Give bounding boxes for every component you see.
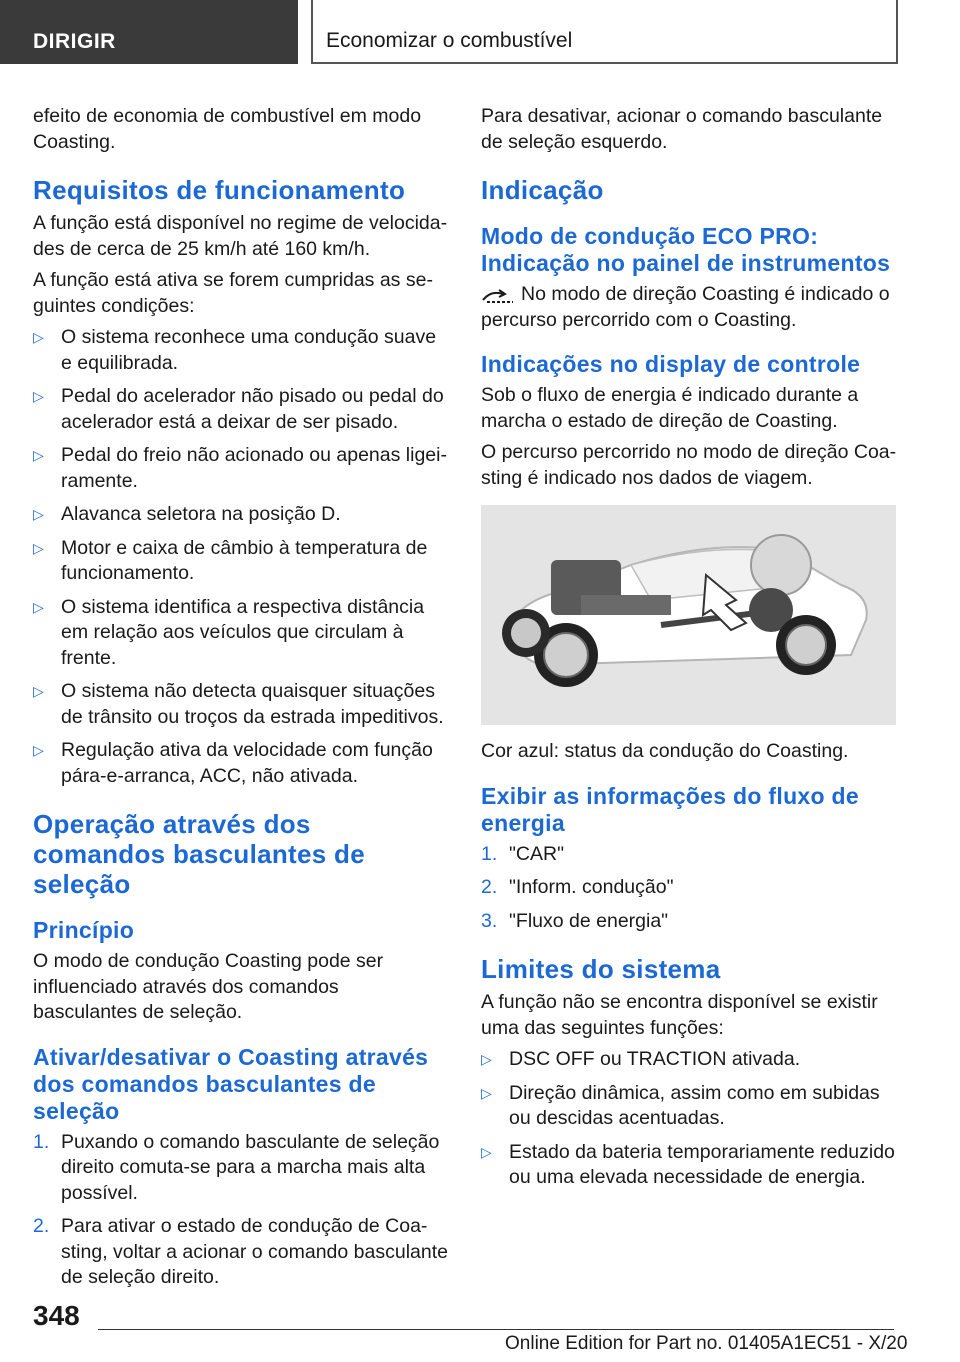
step-number: 2. (33, 1215, 50, 1237)
eco-pro-heading: Modo de condução ECO PRO: Indicação no painel de instrumentos (481, 223, 891, 276)
list-item (481, 875, 899, 901)
list-item (481, 909, 899, 935)
step-number: 3. (481, 909, 498, 932)
display-heading: Indicações no display de controle (481, 351, 861, 377)
list-item: ▷ Direção dinâmica, assim como em subidas ou descidas acentuadas. (481, 1081, 899, 1132)
requirements-paragraph-2: A função está ativa se forem cumpridas as seguintes condições: (33, 269, 433, 317)
list-item: ▷ Estado da bateria temporariamente reduzido ou uma elevada necessidade de energia. (481, 1140, 899, 1191)
coasting-icon (481, 286, 515, 304)
page-number: 348 (33, 1300, 80, 1331)
operation-heading: Operação através dos comandos basculantes de seleção (33, 809, 366, 899)
list-item: ▷ O sistema reconhece uma condução suave e equilibrada. (33, 325, 448, 376)
step-text: "CAR" (509, 842, 565, 865)
step-number: 1. (33, 1130, 50, 1153)
display-paragraph-2: O percurso percorrido no modo de direção Coasting é indicado nos dados de viagem. (481, 441, 897, 489)
list-item: ▷ Motor e caixa de câmbio à temperatura de funcionamento. (33, 536, 448, 587)
steps-list (33, 1130, 448, 1291)
list-item: ▷ Pedal do acelerador não pisado ou pedal do acelerador está a deixar de ser pisado. (33, 384, 448, 435)
indication-heading: Indicação (481, 175, 604, 205)
conditions-list (33, 325, 448, 789)
chapter-label: Economizar o combustível (326, 29, 573, 52)
list-item: ▷ O sistema identifica a respectiva distância em relação aos veículos que circulam à frente. (33, 595, 448, 672)
toggle-heading: Ativar/desativar o Coasting através dos comandos basculantes de seleção (33, 1043, 429, 1124)
eco-pro-text: No modo de direção Coasting é indicado o percurso percorrido com o Coasting. (481, 283, 890, 331)
section-label: DIRIGIR (33, 30, 116, 53)
energy-flow-heading: Exibir as informações do fluxo de energia (481, 782, 859, 836)
list-item (33, 1130, 448, 1207)
limits-paragraph: A função não se encontra disponível se existir uma das seguintes funções: (481, 991, 878, 1039)
list-item: ▷ DSC OFF ou TRACTION ativada. (481, 1047, 899, 1073)
figure-caption: Cor azul: status da condução do Coasting. (481, 740, 849, 762)
display-paragraph-1: Sob o fluxo de energia é indicado durante a marcha o estado de direção de Coasting. (481, 384, 859, 432)
step-text: "Inform. condução" (509, 876, 674, 898)
deactivate-text: Para desativar, acionar o comando basculante de seleção esquerdo. (481, 105, 883, 153)
flow-steps-list (481, 842, 899, 935)
edition-text: Online Edition for Part no. 01405A1EC51 - X/20 (505, 1333, 908, 1354)
chapter-tab (311, 0, 898, 64)
requirements-heading: Requisitos de funcionamento (33, 175, 406, 205)
list-item: ▷ Pedal do freio não acionado ou apenas ligeiramente. (33, 443, 448, 494)
eco-pro-paragraph (481, 282, 899, 333)
step-text: "Fluxo de energia" (509, 909, 669, 932)
step-text: Puxando o comando basculante de seleção direito comuta-se para a marcha mais alta possível. (61, 1130, 440, 1204)
list-item: ▷ Regulação ativa da velocidade com função pára-e-arranca, ACC, não ativada. (33, 738, 448, 789)
step-number: 1. (481, 842, 498, 865)
footer-divider (98, 1329, 894, 1330)
limits-list (481, 1047, 899, 1191)
car-energy-flow-image (481, 505, 896, 725)
limits-heading: Limites do sistema (481, 954, 721, 984)
list-item: ▷ O sistema não detecta quaisquer situações de trânsito ou troços da estrada impeditivos. (33, 679, 448, 730)
section-tab (0, 0, 298, 64)
right-column (481, 104, 899, 1199)
car-illustration (481, 505, 896, 725)
list-item: ▷ Alavanca seletora na posição D. (33, 502, 448, 528)
left-column (33, 104, 448, 1299)
list-item (33, 1214, 448, 1291)
principle-paragraph: O modo de condução Coasting pode ser influenciado através dos comandos basculantes de seleção. (33, 950, 384, 1023)
step-number: 2. (481, 876, 498, 898)
step-text: Para ativar o estado de condução de Coasting, voltar a acionar o comando basculante de seleção direito. (61, 1215, 448, 1288)
principle-heading: Princípio (33, 917, 135, 943)
requirements-paragraph-1: A função está disponível no regime de velocidades de cerca de 25 km/h até 160 km/h. (33, 212, 448, 260)
intro-text: efeito de economia de combustível em modo Coasting. (33, 105, 422, 153)
list-item (481, 842, 899, 868)
